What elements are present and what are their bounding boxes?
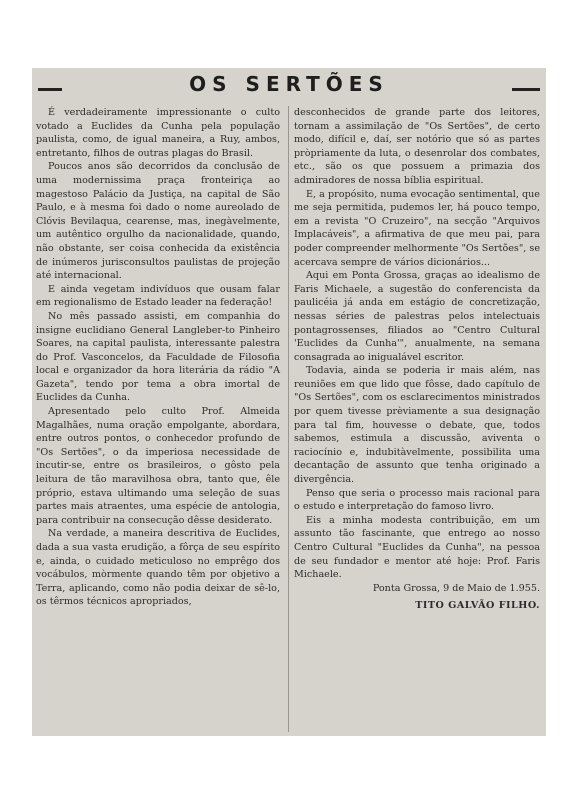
paragraph: Todavia, ainda se poderia ir mais além, nas reuniões em que lido que fôsse, dado capítulo de "Os Sertões", com os esclarecimentos ministrados por quem tivesse prèviamente a sua designação para tal fim, houvesse o debate, que, todos sabemos, estimula a discussão, aviventa o raciocínio e, indubitàvelmente, possibilita uma decantação de assunto que tenha originado a divergência. xyxy=(294,365,540,486)
title-rule-right xyxy=(512,88,540,91)
paragraph: E, a propósito, numa evocação sentimental, que me seja permitida, pudemos ler, há pouco tempo, em a revista "O Cruzeiro", na secção "Arquivos Implacáveis", a afirmativa de que meu pai, para poder compreender melhormente "Os Sertões", se acercava sempre de vários dicionários... xyxy=(294,188,540,268)
paragraph: Aqui em Ponta Grossa, graças ao idealismo de Faris Michaele, a sugestão do conferencista da paulicéia já anda em estágio de concretização, nessas séries de palestras pelos intelectuais pontagrossenses, filiados ao "Centro Cultural 'Euclides da Cunha'", anualmente, na semana consagrada ao inigualável escritor. xyxy=(294,270,540,363)
newspaper-clipping xyxy=(32,68,546,736)
paragraph: Poucos anos são decorridos da conclusão de uma modernissima praça fronteiriça ao magestoso Palácio da Justiça, na capital de São Paulo, e à mesma foi dado o nome aureolado de Clóvis Bevilaqua, cearense, mas, inegàvelmente, um autêntico orgulho da nacionalidade, quando, não obstante, ser coisa conhecida da existência de inúmeros jurisconsultos paulistas de projeção até internacional. xyxy=(36,161,280,282)
author-signature: TITO GALVÃO FILHO. xyxy=(415,600,540,612)
paragraph: Na verdade, a maneira descritiva de Euclides, dada a sua vasta erudição, a fôrça de seu espírito e, ainda, o cuidado meticuloso no emprêgo dos vocábulos, mòrmente quando têm por objetivo a Terra, aplicando, como não podia deixar de sê-lo, os têrmos técnicos apropriados, xyxy=(36,528,280,608)
paragraph: E ainda vegetam indivíduos que ousam falar em regionalismo de Estado leader na federação! xyxy=(36,283,280,309)
left-column xyxy=(36,106,280,609)
masthead xyxy=(32,68,546,102)
paragraph: No mês passado assisti, em companhia do insigne euclidiano General Langleber-to Pinheiro Soares, na capital paulista, interessante palestra do Prof. Vasconcelos, da Faculdade de Filosofia local e organizador da hora literária da rádio "A Gazeta", tendo por tema a obra imortal de Euclides da Cunha. xyxy=(36,310,280,404)
right-column xyxy=(294,106,540,613)
paragraph: Penso que seria o processo mais racional para o estudo e interpretação do famoso livro. xyxy=(294,487,540,513)
column-divider xyxy=(288,106,289,732)
paragraph: Apresentado pelo culto Prof. Almeida Magalhães, numa oração empolgante, abordara, entre outros pontos, o conhecedor profundo de "Os Sertões", o da imperiosa necessidade de incutir-se, entre os brasileiros, o gôsto pela leitura de tão maravilhosa obra, tanto que, êle próprio, estava ultimando uma seleção de suas partes mais atraentes, uma espécie de antologia, para contribuir na consecução dêsse desiderato. xyxy=(36,406,280,526)
paragraph: desconhecidos de grande parte dos leitores, tornam a assimilação de "Os Sertões", de certo modo, difícil e, daí, ser notório que só as partes pròpriamente da luta, o desenrolar dos combates, etc., são os que possuem a primazia dos admiradores de nossa bíblia espiritual. xyxy=(294,107,540,186)
paragraph: É verdadeiramente impressionante o culto votado a Euclides da Cunha pela população paulista, como, de igual maneira, a Ruy, ambos, entretanto, filhos de outras plagas do Brasil. xyxy=(36,107,280,159)
article-title: OS SERTÕES xyxy=(189,72,389,96)
dateline: Ponta Grossa, 9 de Maio de 1.955. xyxy=(372,582,540,594)
paragraph: Eis a minha modesta contribuição, em um assunto tão fascinante, que entrego ao nosso Centro Cultural "Euclides da Cunha", na pessoa de seu fundador e mentor até hoje: Prof. Faris Michaele. xyxy=(294,514,540,581)
